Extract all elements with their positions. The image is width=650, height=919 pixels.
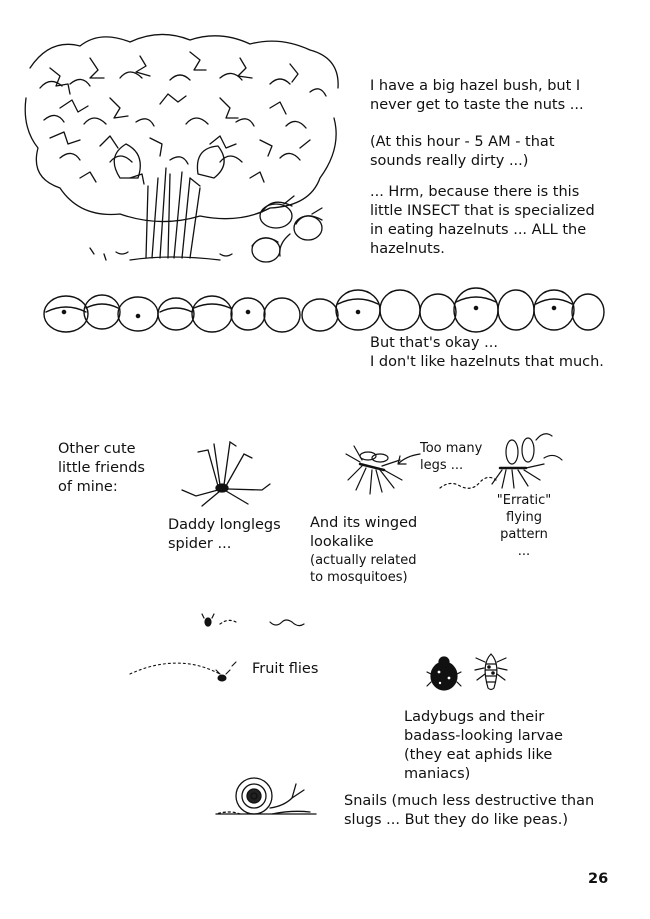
fruit-fly-icon [200, 610, 310, 634]
fruit-flies-caption: Fruit flies [252, 661, 319, 677]
ladybugs-caption: Ladybugs and their badass-looking larvae (they eat aphids like maniacs) [404, 709, 563, 782]
winged-note-caption: (actually related to mosquitoes) [310, 553, 417, 585]
snail-icon [212, 774, 324, 820]
hazel-joke-text: (At this hour - 5 AM - that sounds really dirty ...) [370, 134, 555, 169]
arrow-icon [392, 450, 422, 470]
crane-fly-flying-icon [440, 428, 570, 498]
ladybug-icon [426, 654, 462, 694]
hazelnut-row-icon [42, 282, 608, 342]
snails-caption: Snails (much less destructive than slugs ... But they do like peas.) [344, 793, 595, 828]
spider-icon [178, 440, 278, 510]
spider-caption: Daddy longlegs spider ... [168, 517, 281, 552]
erratic-caption: "Erratic" flying pattern ... [496, 493, 552, 559]
ladybug-larva-icon [474, 650, 508, 692]
hazel-conclusion-text: But that's okay ... I don't like hazelnuts that much. [370, 335, 604, 370]
too-many-legs-caption: Too many legs ... [420, 441, 483, 473]
hazel-intro-text: I have a big hazel bush, but I never get to taste the nuts ... [370, 78, 584, 113]
page-number: 26 [588, 871, 609, 887]
friends-intro-text: Other cute little friends of mine: [58, 441, 145, 495]
winged-caption: And its winged lookalike [310, 515, 418, 550]
hazel-bush-icon [20, 28, 350, 268]
hazel-insect-text: ... Hrm, because there is this little INSECT that is specialized in eating hazelnuts ... ALL the hazelnuts. [370, 184, 595, 257]
fruit-fly-flying-icon [128, 654, 240, 688]
